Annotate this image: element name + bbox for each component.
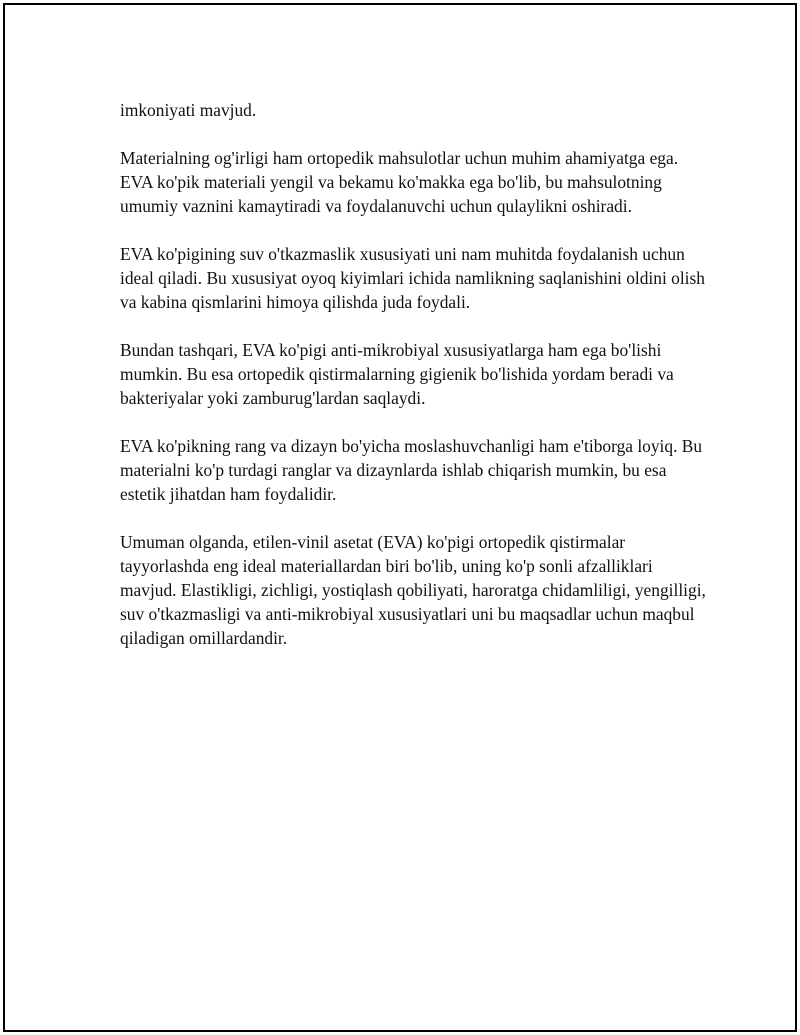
paragraph-antimicrobial: Bundan tashqari, EVA ko'pigi anti-mikrobiyal xususiyatlarga ham ega bo'lishi mumkin. Bu esa ortopedik qistirmalarning gigienik bo'lishida yordam beradi va bakteriyalar yoki zamburug'lardan saqlaydi. bbox=[120, 340, 674, 408]
document-page bbox=[3, 3, 797, 1032]
paragraph-weight: Materialning og'irligi ham ortopedik mahsulotlar uchun muhim ahamiyatga ega. EVA ko'pik materiali yengil va bekamu ko'makka ega bo'lib, bu mahsulotning umumiy vaznini kamaytiradi va foydalanuvchi uchun qulaylikni oshiradi. bbox=[120, 148, 679, 216]
paragraph-continuation: imkoniyati mavjud. bbox=[120, 100, 257, 120]
document-body bbox=[120, 98, 710, 674]
paragraph-design: EVA ko'pikning rang va dizayn bo'yicha moslashuvchanligi ham e'tiborga loyiq. Bu materialni ko'p turdagi ranglar va dizaynlarda ishlab chiqarish mumkin, bu esa estetik jihatdan ham foydalidir. bbox=[120, 436, 703, 504]
paragraph-conclusion: Umuman olganda, etilen-vinil asetat (EVA) ko'pigi ortopedik qistirmalar tayyorlashda eng ideal materiallardan biri bo'lib, uning ko'p sonli afzalliklari mavjud. Elastikligi, zichligi, yostiqlash qobiliyati, haroratga chidamliligi, yengilligi, suv o'tkazmasligi va anti-mikrobiyal xususiyatlari uni bu maqsadlar uchun maqbul qiladigan omillardandir. bbox=[120, 532, 706, 648]
paragraph-waterproof: EVA ko'pigining suv o'tkazmaslik xususiyati uni nam muhitda foydalanish uchun ideal qiladi. Bu xususiyat oyoq kiyimlari ichida namlikning saqlanishini oldini olish va kabina qismlarini himoya qilishda juda foydali. bbox=[120, 244, 705, 312]
